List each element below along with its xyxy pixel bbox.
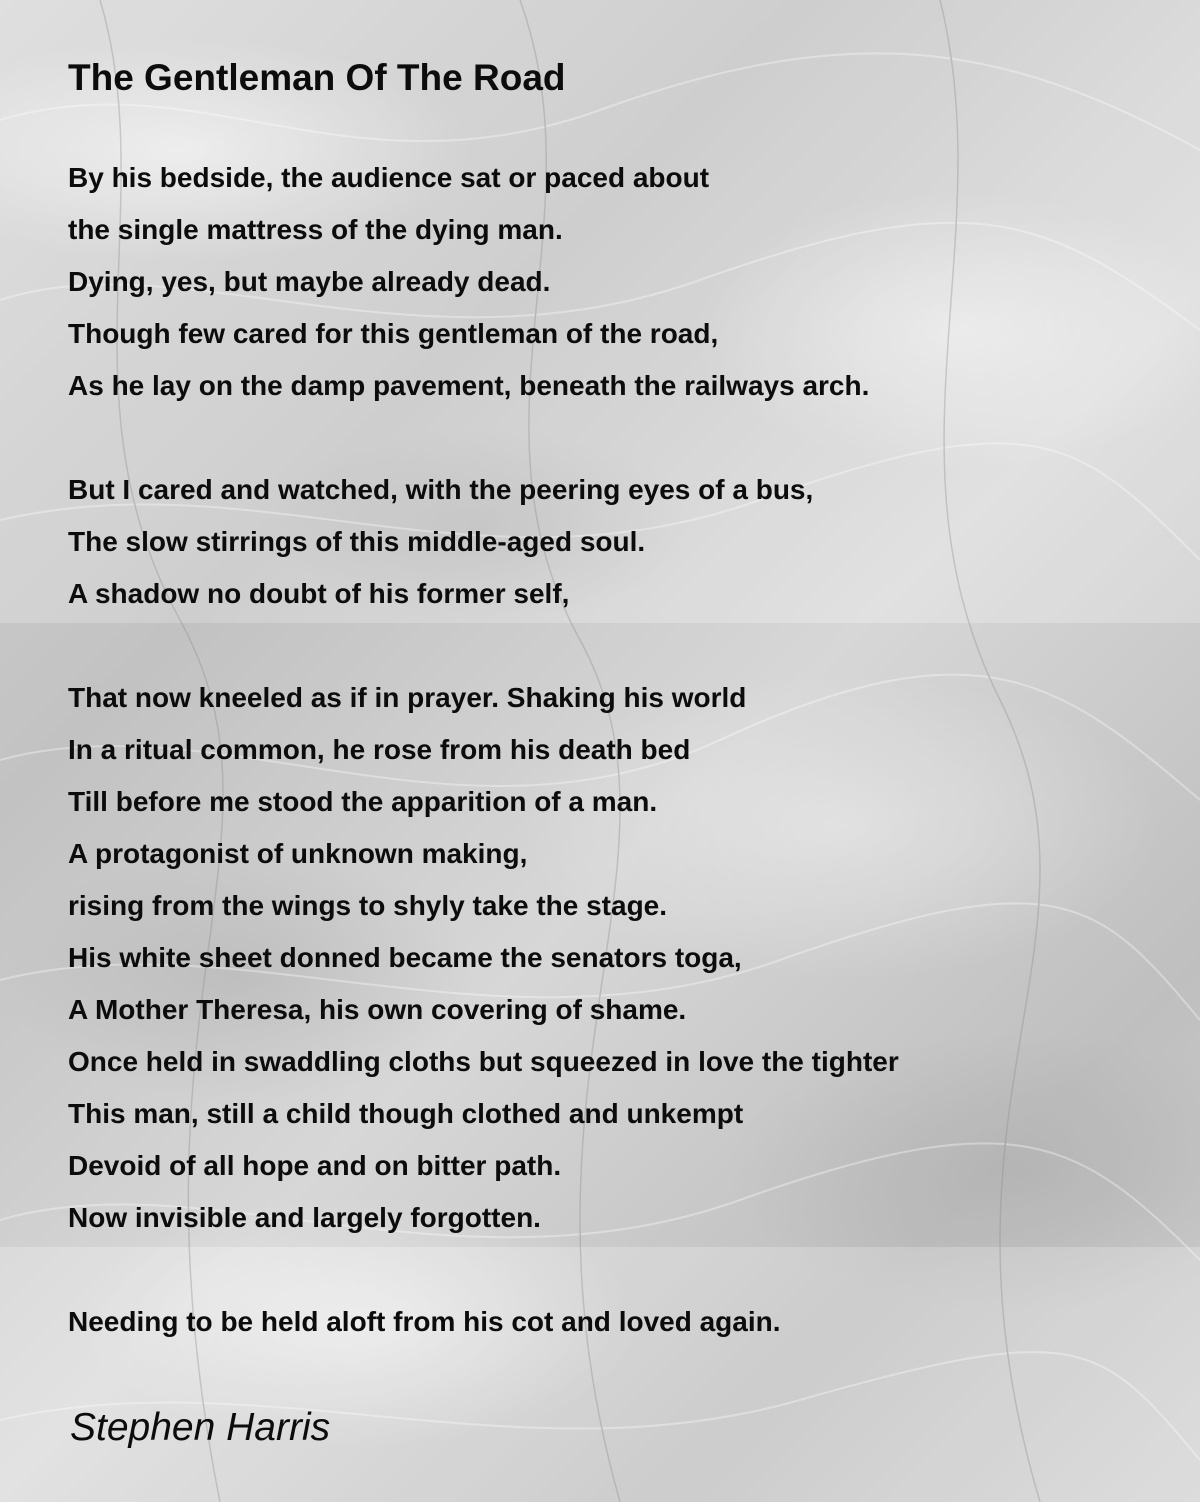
poem-line: rising from the wings to shyly take the stage.	[68, 890, 668, 921]
poem-line: The slow stirrings of this middle-aged soul.	[68, 526, 646, 557]
stanza	[68, 1296, 899, 1348]
poem-line: Once held in swaddling cloths but squeezed in love the tighter	[68, 1046, 899, 1077]
poem-line: As he lay on the damp pavement, beneath the railways arch.	[68, 370, 870, 401]
poem-line: That now kneeled as if in prayer. Shaking his world	[68, 682, 747, 713]
poem-line: Now invisible and largely forgotten.	[68, 1202, 541, 1233]
poem-line: A Mother Theresa, his own covering of shame.	[68, 994, 687, 1025]
poem-body	[68, 152, 899, 1400]
poem-line: Till before me stood the apparition of a man.	[68, 786, 658, 817]
stanza	[68, 672, 899, 1244]
poem-line: In a ritual common, he rose from his death bed	[68, 734, 691, 765]
stanza	[68, 464, 899, 620]
poem-line: Though few cared for this gentleman of the road,	[68, 318, 719, 349]
poem-line: His white sheet donned became the senators toga,	[68, 942, 742, 973]
poem-line: A protagonist of unknown making,	[68, 838, 528, 869]
poem-line: By his bedside, the audience sat or paced about	[68, 162, 710, 193]
poem-line: Needing to be held aloft from his cot and loved again.	[68, 1306, 781, 1337]
poem-line: But I cared and watched, with the peering eyes of a bus,	[68, 474, 814, 505]
poem-author: Stephen Harris	[70, 1406, 331, 1449]
poem-line: Dying, yes, but maybe already dead.	[68, 266, 551, 297]
poem-line: A shadow no doubt of his former self,	[68, 578, 570, 609]
poem-line: the single mattress of the dying man.	[68, 214, 563, 245]
poem-line: Devoid of all hope and on bitter path.	[68, 1150, 562, 1181]
stanza	[68, 152, 899, 412]
poem-line: This man, still a child though clothed and unkempt	[68, 1098, 744, 1129]
poem-title: The Gentleman Of The Road	[68, 57, 566, 98]
